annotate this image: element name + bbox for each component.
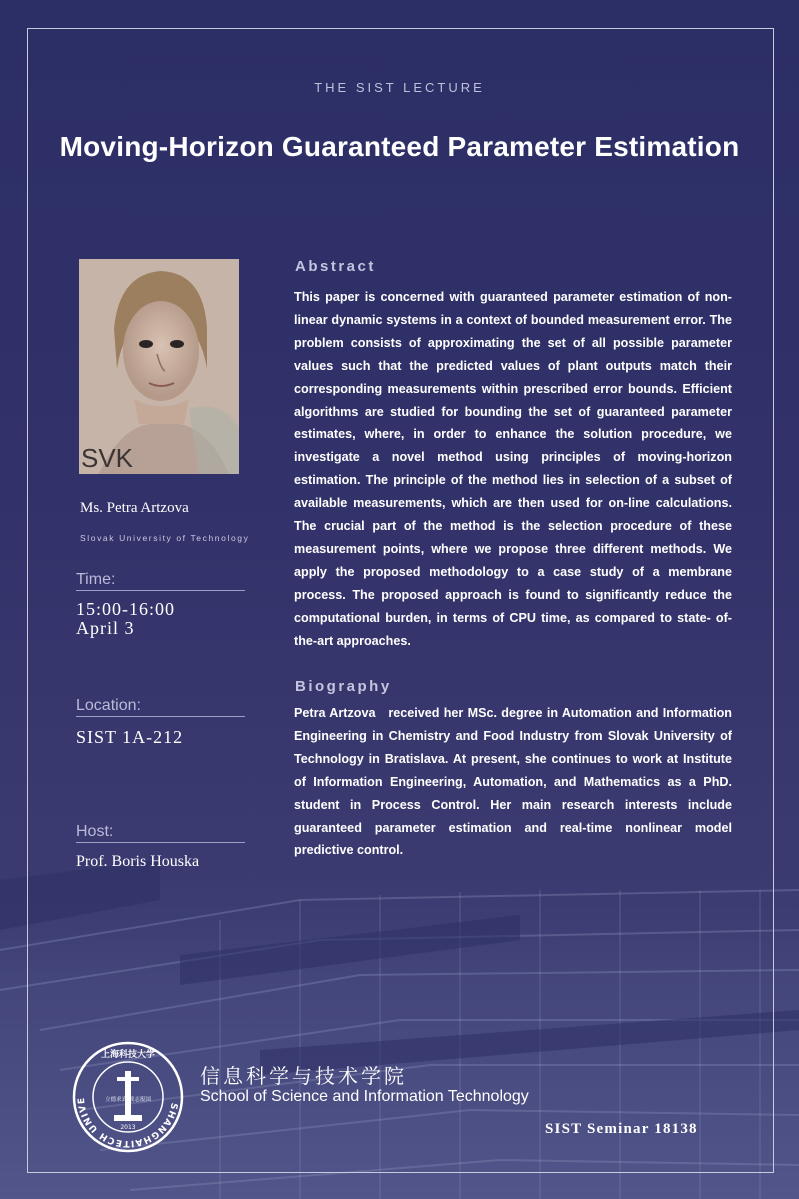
abstract-heading: Abstract	[295, 258, 376, 275]
host-value: Prof. Boris Houska	[76, 853, 200, 870]
speaker-photo	[79, 259, 239, 474]
location-divider	[76, 716, 245, 717]
location-label: Location:	[76, 697, 141, 714]
speaker-affiliation: Slovak University of Technology	[80, 533, 250, 543]
host-label: Host:	[76, 823, 114, 840]
school-name-english: School of Science and Information Technology	[200, 1088, 529, 1105]
logo-motto: 立德求真 成志报国	[105, 1097, 151, 1103]
biography-heading: Biography	[295, 678, 392, 695]
logo-year: 2013	[120, 1124, 136, 1131]
abstract-text: This paper is concerned with guaranteed parameter estimation of non-linear dynamic systems in a context of bounded measurement error. The problem consists of approximating the set of all possible parameter values such that the predicted values of plant outputs match their corresponding measurements within prescribed error bounds. Efficient algorithms are studied for bounding the set of guaranteed parameter estimates, where, in order to enhance the solution procedure, we investigate a novel method using principles of moving-horizon estimation. The principle of the method lies in selection of a subset of available measurements, which are then used for on-line calculations. The crucial part of the method is the selection procedure of these measurement points, where we propose three different methods. We apply the proposed methodology to a case study of a membrane process. The proposed approach is found to significantly reduce the computational burden, in terms of CPU time, as compared to state- of-the-art approaches.	[294, 290, 732, 648]
date-value: April 3	[76, 618, 135, 638]
speaker-name: Ms. Petra Artzova	[80, 500, 189, 516]
host-divider	[76, 842, 245, 843]
logo-ring-text: SHANGHAITECH UNIVE	[76, 1096, 179, 1149]
logo-chinese-name: 上海科技大学	[100, 1050, 156, 1060]
school-name-chinese: 信息科学与技术学院	[200, 1066, 407, 1088]
university-logo	[72, 1041, 184, 1153]
biography-text: Petra Artzova received her MSc. degree in Automation and Information Engineering in Chemistry and Food Industry from Slovak University of Technology in Bratislava. At present, she continues to work at Institute of Information Engineering, Automation, and Mathematics as a PhD. student in Process Control. Her main research interests include guaranteed parameter estimation and real-time nonlinear model predictive control.	[294, 706, 736, 858]
time-divider	[76, 590, 245, 591]
time-label: Time:	[76, 571, 116, 588]
seminar-number: SIST Seminar 18138	[545, 1121, 698, 1137]
lecture-series-label: THE SIST LECTURE	[314, 80, 485, 95]
lecture-title: Moving-Horizon Guaranteed Parameter Estimation	[59, 131, 740, 162]
time-value: 15:00-16:00	[76, 599, 175, 619]
photo-stamp-text: SVK	[81, 443, 134, 473]
location-value: SIST 1A-212	[76, 727, 184, 747]
